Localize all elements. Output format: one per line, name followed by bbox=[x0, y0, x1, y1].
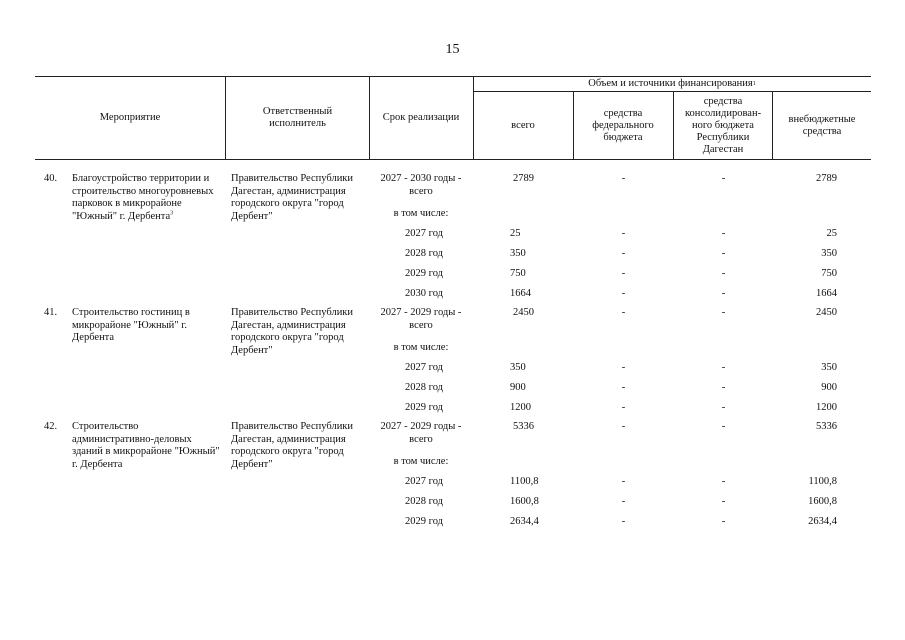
federal-value: - bbox=[621, 421, 626, 432]
header-federal: средства федерального бюджета bbox=[592, 107, 654, 143]
year-federal: - bbox=[621, 496, 626, 507]
activity-text bbox=[72, 307, 222, 345]
year-federal: - bbox=[621, 382, 626, 393]
year-extra: 1100,8 bbox=[808, 476, 837, 487]
row-number: 40. bbox=[44, 173, 58, 184]
regional-value: - bbox=[721, 307, 726, 318]
year-regional: - bbox=[721, 248, 726, 259]
header-total: всего bbox=[511, 119, 535, 131]
year-federal: - bbox=[621, 288, 626, 299]
year-regional: - bbox=[721, 268, 726, 279]
including-label: в том числе: bbox=[393, 208, 449, 219]
executor-text: Правительство Республики Дагестан, администрация городского округа "город Дербент" bbox=[231, 421, 354, 470]
year-total: 750 bbox=[510, 268, 526, 279]
regional-value: - bbox=[721, 173, 726, 184]
year-total: 350 bbox=[510, 362, 526, 373]
total-value: 2450 bbox=[513, 307, 534, 318]
year-label: 2030 год bbox=[405, 288, 443, 299]
year-federal: - bbox=[621, 228, 626, 239]
year-extra: 1600,8 bbox=[808, 496, 837, 507]
page-number: 15 bbox=[445, 42, 460, 57]
year-federal: - bbox=[621, 516, 626, 527]
extra-value: 2789 bbox=[816, 173, 837, 184]
activity-text bbox=[72, 421, 222, 471]
year-total: 350 bbox=[510, 248, 526, 259]
year-extra: 750 bbox=[821, 268, 837, 279]
activity-label: Строительство административно-деловых зданий в микрорайоне "Южный" г. Дербента bbox=[72, 421, 220, 470]
year-label: 2027 год bbox=[405, 362, 443, 373]
year-regional: - bbox=[721, 288, 726, 299]
year-label: 2028 год bbox=[405, 382, 443, 393]
column-divider bbox=[772, 91, 773, 160]
activity-label: Благоустройство территории и строительство многоуровневых парковок в микрорайоне "Южный" г. Дербента bbox=[72, 173, 214, 222]
year-extra: 25 bbox=[826, 228, 837, 239]
header-extra: внебюджетные средства bbox=[788, 113, 856, 137]
column-divider bbox=[573, 91, 574, 160]
including-label: в том числе: bbox=[393, 342, 449, 353]
header-activity: Мероприятие bbox=[99, 112, 161, 123]
year-regional: - bbox=[721, 228, 726, 239]
year-regional: - bbox=[721, 496, 726, 507]
year-regional: - bbox=[721, 382, 726, 393]
executor-text: Правительство Республики Дагестан, администрация городского округа "город Дербент" bbox=[231, 173, 354, 222]
year-federal: - bbox=[621, 362, 626, 373]
row-number: 42. bbox=[44, 421, 58, 432]
year-regional: - bbox=[721, 362, 726, 373]
year-total: 25 bbox=[510, 228, 521, 239]
header-period: Срок реализации bbox=[382, 112, 460, 123]
total-value: 5336 bbox=[513, 421, 534, 432]
period-total: 2027 - 2030 годы - всего bbox=[380, 173, 462, 197]
year-regional: - bbox=[721, 476, 726, 487]
year-label: 2029 год bbox=[405, 268, 443, 279]
year-total: 1664 bbox=[510, 288, 531, 299]
year-federal: - bbox=[621, 402, 626, 413]
year-total: 1600,8 bbox=[510, 496, 539, 507]
extra-value: 2450 bbox=[816, 307, 837, 318]
column-divider bbox=[225, 76, 226, 160]
year-label: 2027 год bbox=[405, 228, 443, 239]
year-label: 2027 год bbox=[405, 476, 443, 487]
activity-text bbox=[72, 173, 222, 223]
year-extra: 350 bbox=[821, 248, 837, 259]
header-bottom-border bbox=[35, 159, 871, 160]
header-executor: Ответственный исполнитель bbox=[262, 106, 333, 129]
year-extra: 1664 bbox=[816, 288, 837, 299]
header-regional: средства консолидирован-ного бюджета Республики Дагестан bbox=[684, 95, 762, 155]
year-federal: - bbox=[621, 248, 626, 259]
year-extra: 900 bbox=[821, 382, 837, 393]
extra-value: 5336 bbox=[816, 421, 837, 432]
regional-value: - bbox=[721, 421, 726, 432]
year-extra: 1200 bbox=[816, 402, 837, 413]
federal-value: - bbox=[621, 173, 626, 184]
total-value: 2789 bbox=[513, 173, 534, 184]
footnote-marker: 3 bbox=[170, 210, 174, 216]
year-federal: - bbox=[621, 476, 626, 487]
activity-label: Строительство гостиниц в микрорайоне "Южный" г. Дербента bbox=[72, 307, 190, 343]
year-total: 900 bbox=[510, 382, 526, 393]
year-label: 2029 год bbox=[405, 516, 443, 527]
federal-value: - bbox=[621, 307, 626, 318]
year-extra: 350 bbox=[821, 362, 837, 373]
executor-text: Правительство Республики Дагестан, администрация городского округа "город Дербент" bbox=[231, 307, 354, 356]
year-label: 2029 год bbox=[405, 402, 443, 413]
column-divider bbox=[673, 91, 674, 160]
row-number: 41. bbox=[44, 307, 58, 318]
period-total: 2027 - 2029 годы - всего bbox=[380, 421, 462, 445]
year-label: 2028 год bbox=[405, 496, 443, 507]
year-federal: - bbox=[621, 268, 626, 279]
header-funding-group: Объем и источники финансирования$^1$ bbox=[588, 78, 756, 89]
year-regional: - bbox=[721, 516, 726, 527]
year-total: 2634,4 bbox=[510, 516, 539, 527]
year-regional: - bbox=[721, 402, 726, 413]
period-total: 2027 - 2029 годы - всего bbox=[380, 307, 462, 331]
year-total: 1200 bbox=[510, 402, 531, 413]
year-label: 2028 год bbox=[405, 248, 443, 259]
year-total: 1100,8 bbox=[510, 476, 539, 487]
year-extra: 2634,4 bbox=[808, 516, 837, 527]
including-label: в том числе: bbox=[393, 456, 449, 467]
footnote-marker: 1 bbox=[752, 81, 756, 87]
